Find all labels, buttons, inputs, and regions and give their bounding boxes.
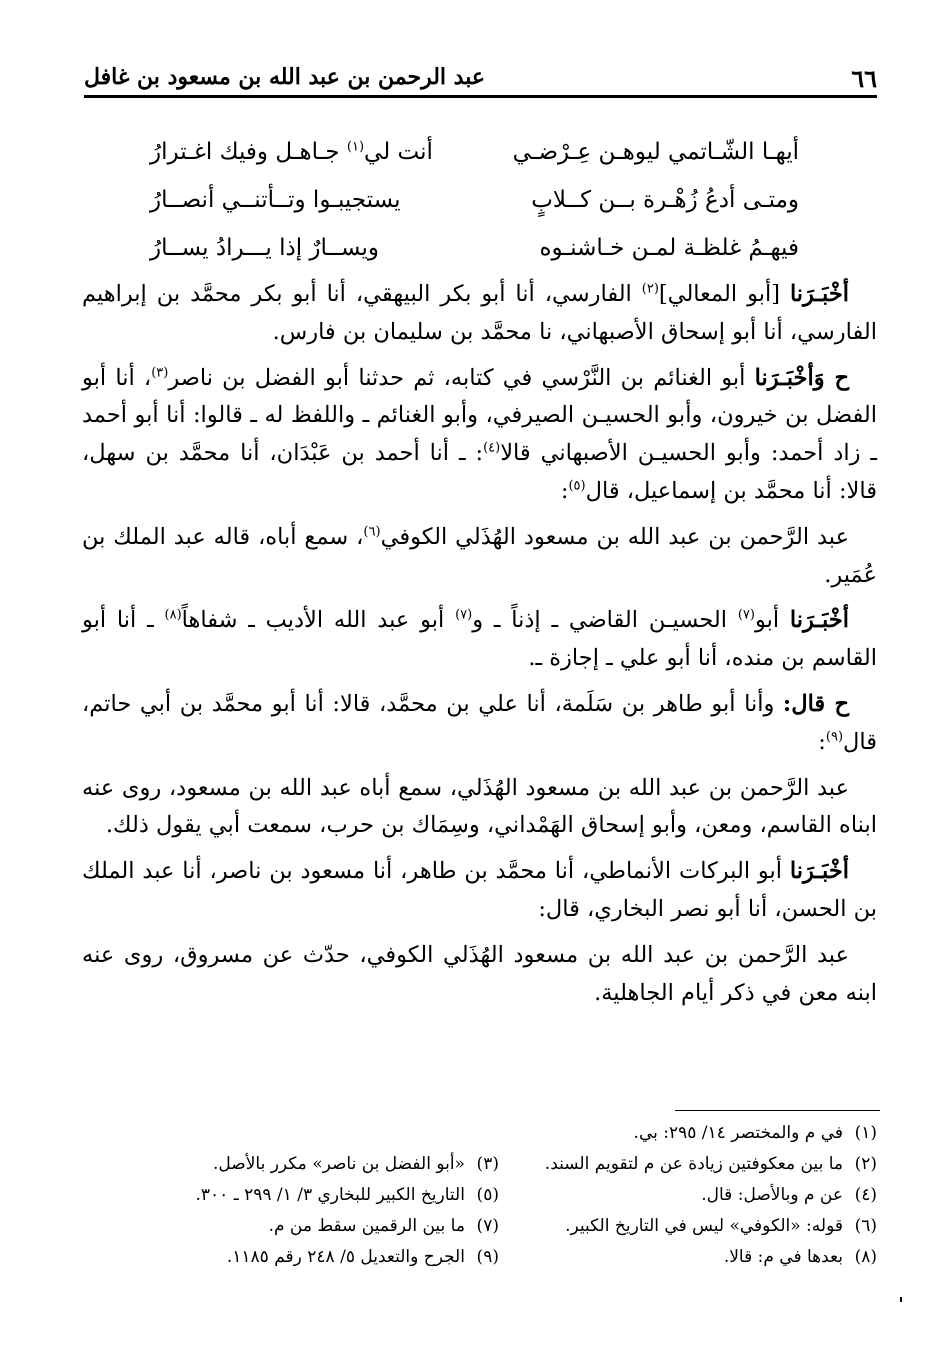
footnote-row <box>150 1149 877 1180</box>
footnote-ref: (٤) <box>483 440 501 456</box>
footnote-text: بعدها في م: قالا. <box>723 1247 843 1267</box>
footnote-number: (١) <box>854 1123 877 1143</box>
footnote-text: في م والمختصر ١٤/ ٢٩٥: بي. <box>633 1123 843 1143</box>
footnote-ref: (٧) <box>737 607 755 623</box>
footnote <box>150 1242 499 1273</box>
footnote-ref: (١) <box>346 139 365 155</box>
footnote <box>150 1211 499 1242</box>
footnote-number: (٧) <box>476 1216 499 1236</box>
poem <box>150 128 799 272</box>
footnote-number: (٩) <box>476 1247 499 1267</box>
paragraph: عبد الرَّحمن بن عبد الله بن مسعود الهُذَلي الكوفي، حدّث عن مسروق، روى عنه ابنه معن في ذكر أيام الجاهلية. <box>82 941 877 1006</box>
footnote-text: الجرح والتعديل ٥/ ٢٤٨ رقم ١١٨٥. <box>226 1247 465 1267</box>
footnote-text: عن م وبالأصل: قال. <box>701 1185 843 1205</box>
footnote-number: (٨) <box>854 1247 877 1267</box>
footnote <box>499 1211 877 1242</box>
footnote-text: ما بين معكوفتين زيادة عن م لتقويم السند. <box>544 1154 843 1174</box>
footnote <box>499 1149 877 1180</box>
paragraph: ح قال: وأنا أبو طاهر بن سَلَمة، أنا علي بن محمَّد، قالا: أنا أبو محمَّد بن أبي حاتم، قال$^{(٩)}$: <box>82 690 877 755</box>
paragraph: أخْبَـرَنا أبو البركات الأنماطي، أنا محمَّد بن طاهر، أنا مسعود بن ناصر، أنا عبد الملك بن الحسن، أنا أبو نصر البخاري، قال: <box>82 858 877 922</box>
verse-second-hemistich: ويســارٌ إذا يـــرادُ يســارُ <box>150 235 380 261</box>
footnote <box>150 1149 499 1180</box>
paragraph: عبد الرَّحمن بن عبد الله بن مسعود الهُذَلي الكوفي$^{(٦)}$، سمع أباه، قاله عبد الملك بن عُمَير. <box>82 523 877 588</box>
verse-first-hemistich: أيهـا الشّـاتمي ليوهـن عِـرْضـي <box>512 139 799 165</box>
poem-verse <box>150 128 799 176</box>
footnote-row <box>150 1118 877 1149</box>
footnote <box>150 1180 499 1211</box>
paragraph: عبد الرَّحمن بن عبد الله بن مسعود الهُذَلي، سمع أباه عبد الله بن مسعود، روى عنه ابناه القاسم، ومعن، وأبو إسحاق الهَمْداني، وسِمَاك بن حرب، سمعت أبي يقول ذلك. <box>82 774 877 839</box>
paragraph: ح وَأخْبَـرَنا أبو الغنائم بن النَّرْسي في كتابه، ثم حدثنا أبو الفضل بن ناصر$^{(٣)}$، أنا أبو الفضل بن خيرون، وأبو الحسيـن الصيرفي، وأبو الغنائم ـ واللفظ له ـ قالوا: أنا أبو أحمد ـ زاد أحمد: وأبو الحسيـن الأصبهاني قالا$^{(٤)}$: ـ أنا أحمد بن عَبْدَان، أنا محمَّد بن سهل، قالا: أنا محمَّد بن إسماعيل، قال$^{(٥)}$: <box>82 364 877 504</box>
footnote-number: (٢) <box>854 1154 877 1174</box>
footnote-ref: (٩) <box>825 729 844 745</box>
poem-verse <box>150 224 799 272</box>
footnote <box>499 1242 877 1273</box>
footnote-number: (٣) <box>476 1154 499 1174</box>
verse-first-hemistich: فيهـمُ غلظـة لمـن خـاشنـوه <box>539 235 799 261</box>
header-rule <box>84 95 877 98</box>
narration-keyword: أخْبَـرَنا <box>789 858 849 885</box>
paragraph: أخْبَـرَنا أبو$^{(٧)}$ الحسيـن القاضي ـ إذناً ـ و$^{(٧)}$ أبو عبد الله الأديب ـ شفاهاً$^{(٨)}$ ـ أنا أبو القاسم بن منده، أنا أبو علي ـ إجازة ـ. <box>82 607 877 672</box>
footnote-text: ما بين الرقمين سقط من م. <box>268 1216 465 1236</box>
verse-first-hemistich: ومتـى أدعُ زُهْـرة بــن كــلابٍ <box>531 187 799 213</box>
footnote <box>150 1118 499 1149</box>
footnote-row <box>150 1242 877 1273</box>
narration-keyword: أخْبَـرَنا <box>789 607 849 634</box>
narration-keyword: ح قال: <box>782 690 849 717</box>
footnote-text: قوله: «الكوفي» ليس في التاريخ الكبير. <box>565 1216 843 1236</box>
footnote-separator <box>675 1110 880 1111</box>
footnote-text: «أبو الفضل بن ناصر» مكرر بالأصل. <box>212 1154 465 1174</box>
footnote-text: التاريخ الكبير للبخاري ٣/ ١/ ٢٩٩ ـ ٣٠٠. <box>195 1185 465 1205</box>
footnote-row <box>150 1211 877 1242</box>
footnote-ref: (٢) <box>641 281 659 297</box>
verse-second-hemistich: أنت لي$^{(١)}$ جـاهـل وفيك اغـترارُ <box>150 139 433 165</box>
footnote-number: (٤) <box>854 1185 877 1205</box>
body-text <box>82 276 877 1020</box>
footnote-ref: (٥) <box>568 478 586 494</box>
footnote-ref: (٦) <box>363 524 381 540</box>
scan-speck <box>900 1297 902 1302</box>
narration-keyword: ح وَأخْبَـرَنا <box>754 364 849 391</box>
footnote <box>499 1180 877 1211</box>
verse-second-hemistich: يستجيبـوا وتــأتنــي أنصــارُ <box>150 187 401 213</box>
footnote-ref: (٣) <box>151 365 169 381</box>
page-header <box>84 58 877 98</box>
narration-keyword: أخْبَـرَنا <box>789 281 850 307</box>
running-title: عبد الرحمن بن عبد الله بن مسعود بن غافل <box>84 64 485 90</box>
footnote-row <box>150 1180 877 1211</box>
paragraph: أخْبَـرَنا [أبو المعالي]$^{(٢)}$ الفارسي، أنا أبو بكر البيهقي، أنا أبو بكر محمَّد بن إبراهيم الفارسي، أنا أبو إسحاق الأصبهاني، نا محمَّد بن سليمان بن فارس. <box>82 281 877 345</box>
page-number: ٦٦ <box>851 64 877 93</box>
footnote-ref: (٧) <box>455 607 473 623</box>
footnote <box>499 1118 877 1149</box>
footnote-ref: (٨) <box>164 607 182 623</box>
poem-verse <box>150 176 799 224</box>
footnote-number: (٥) <box>476 1185 499 1205</box>
footnote-number: (٦) <box>854 1216 877 1236</box>
footnotes <box>150 1118 877 1273</box>
